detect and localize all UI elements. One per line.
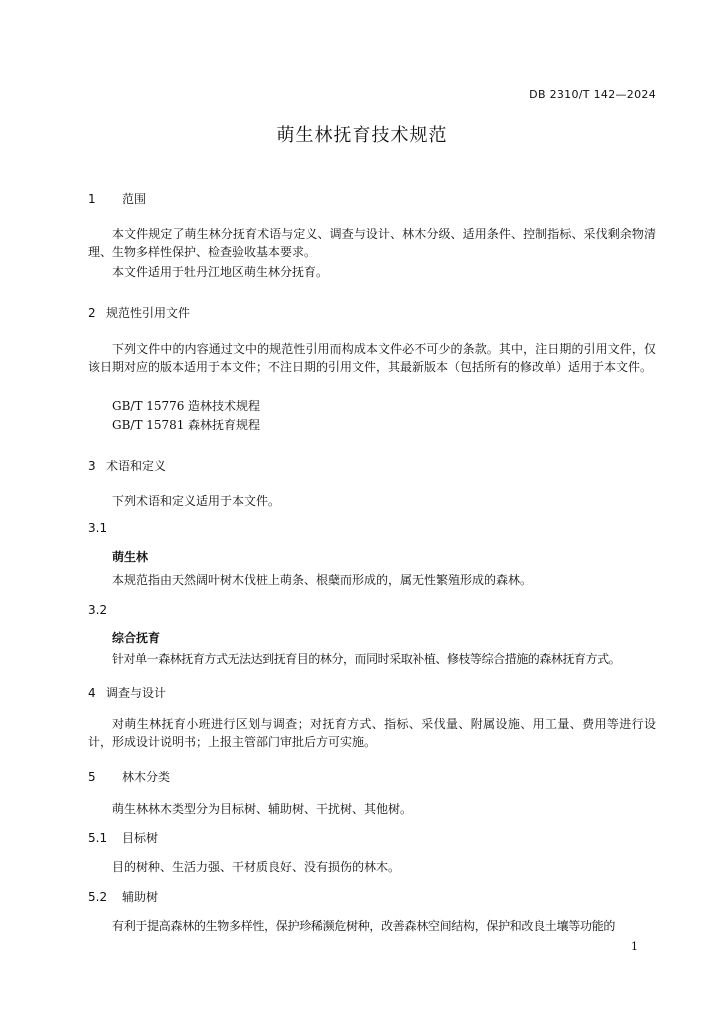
section-number: 2 — [88, 306, 96, 320]
reference-code: GB/T 15776 — [112, 399, 185, 413]
section-number: 4 — [88, 686, 96, 700]
clause-number: 5.1 — [88, 831, 108, 845]
section-number: 5 — [88, 770, 96, 784]
term-3-1-name: 萌生林 — [112, 550, 149, 564]
section-2-paragraph-1: 下列文件中的内容通过文中的规范性引用而构成本文件必不可少的条款。其中，注日期的引用文件，仅该日期对应的版本适用于本文件；不注日期的引用文件，其最新版本（包括所有的修改单）适用于本文件。 — [88, 342, 656, 374]
section-5-intro: 萌生林林木类型分为目标树、辅助树、干扰树、其他树。 — [112, 802, 413, 816]
standard-code: DB 2310/T 142—2024 — [529, 88, 656, 101]
term-3-2-name: 综合抚育 — [112, 631, 161, 645]
clause-5-2-text: 有利于提高森林的生物多样性，保护珍稀濒危树种，改善森林空间结构，保护和改良土壤等功能的 — [112, 919, 616, 933]
section-title: 林木分类 — [122, 770, 171, 784]
section-number: 1 — [88, 192, 96, 206]
section-1-paragraph-1: 本文件规定了萌生林分抚育术语与定义、调查与设计、林木分级、适用条件、控制指标、采伐剩余物清理、生物多样性保护、检查验收基本要求。 — [88, 227, 656, 259]
section-title: 调查与设计 — [106, 686, 167, 700]
clause-5-1-heading — [88, 829, 158, 846]
section-3-intro: 下列术语和定义适用于本文件。 — [112, 494, 281, 508]
page-number: 1 — [631, 940, 638, 953]
section-number: 3 — [88, 459, 96, 473]
section-4-paragraph-1: 对萌生林抚育小班进行区划与调查；对抚育方式、指标、采伐量、附属设施、用工量、费用等进行设计，形成设计说明书；上报主管部门审批后方可实施。 — [88, 717, 656, 749]
reference-item — [112, 416, 260, 433]
section-title: 规范性引用文件 — [106, 306, 191, 320]
term-3-2-definition: 针对单一森林抚育方式无法达到抚育目的林分，而同时采取补植、修枝等综合措施的森林抚育方式。 — [112, 652, 621, 666]
section-title: 范围 — [122, 192, 147, 206]
section-5-heading — [88, 768, 170, 785]
section-2-heading — [88, 304, 190, 321]
clause-5-1-text: 目的树种、生活力强、干材质良好、没有损伤的林木。 — [112, 860, 401, 874]
term-3-1-number: 3.1 — [88, 521, 108, 535]
clause-title: 目标树 — [122, 831, 159, 845]
reference-name: 造林技术规程 — [188, 399, 261, 413]
reference-code: GB/T 15781 — [112, 418, 185, 432]
clause-number: 5.2 — [88, 890, 108, 904]
section-3-heading — [88, 457, 166, 474]
section-4-heading — [88, 684, 166, 701]
section-title: 术语和定义 — [106, 459, 167, 473]
document-title: 萌生林抚育技术规范 — [276, 125, 448, 146]
term-3-1-definition: 本规范指由天然阔叶树木伐桩上萌条、根蘖而形成的，属无性繁殖形成的森林。 — [112, 573, 533, 587]
section-1-heading — [88, 190, 146, 207]
term-3-2-number: 3.2 — [88, 603, 108, 617]
section-1-paragraph-2: 本文件适用于牡丹江地区萌生林分抚育。 — [112, 265, 329, 279]
clause-5-2-heading — [88, 888, 158, 905]
reference-item — [112, 397, 260, 414]
clause-title: 辅助树 — [122, 890, 159, 904]
reference-name: 森林抚育规程 — [188, 418, 261, 432]
